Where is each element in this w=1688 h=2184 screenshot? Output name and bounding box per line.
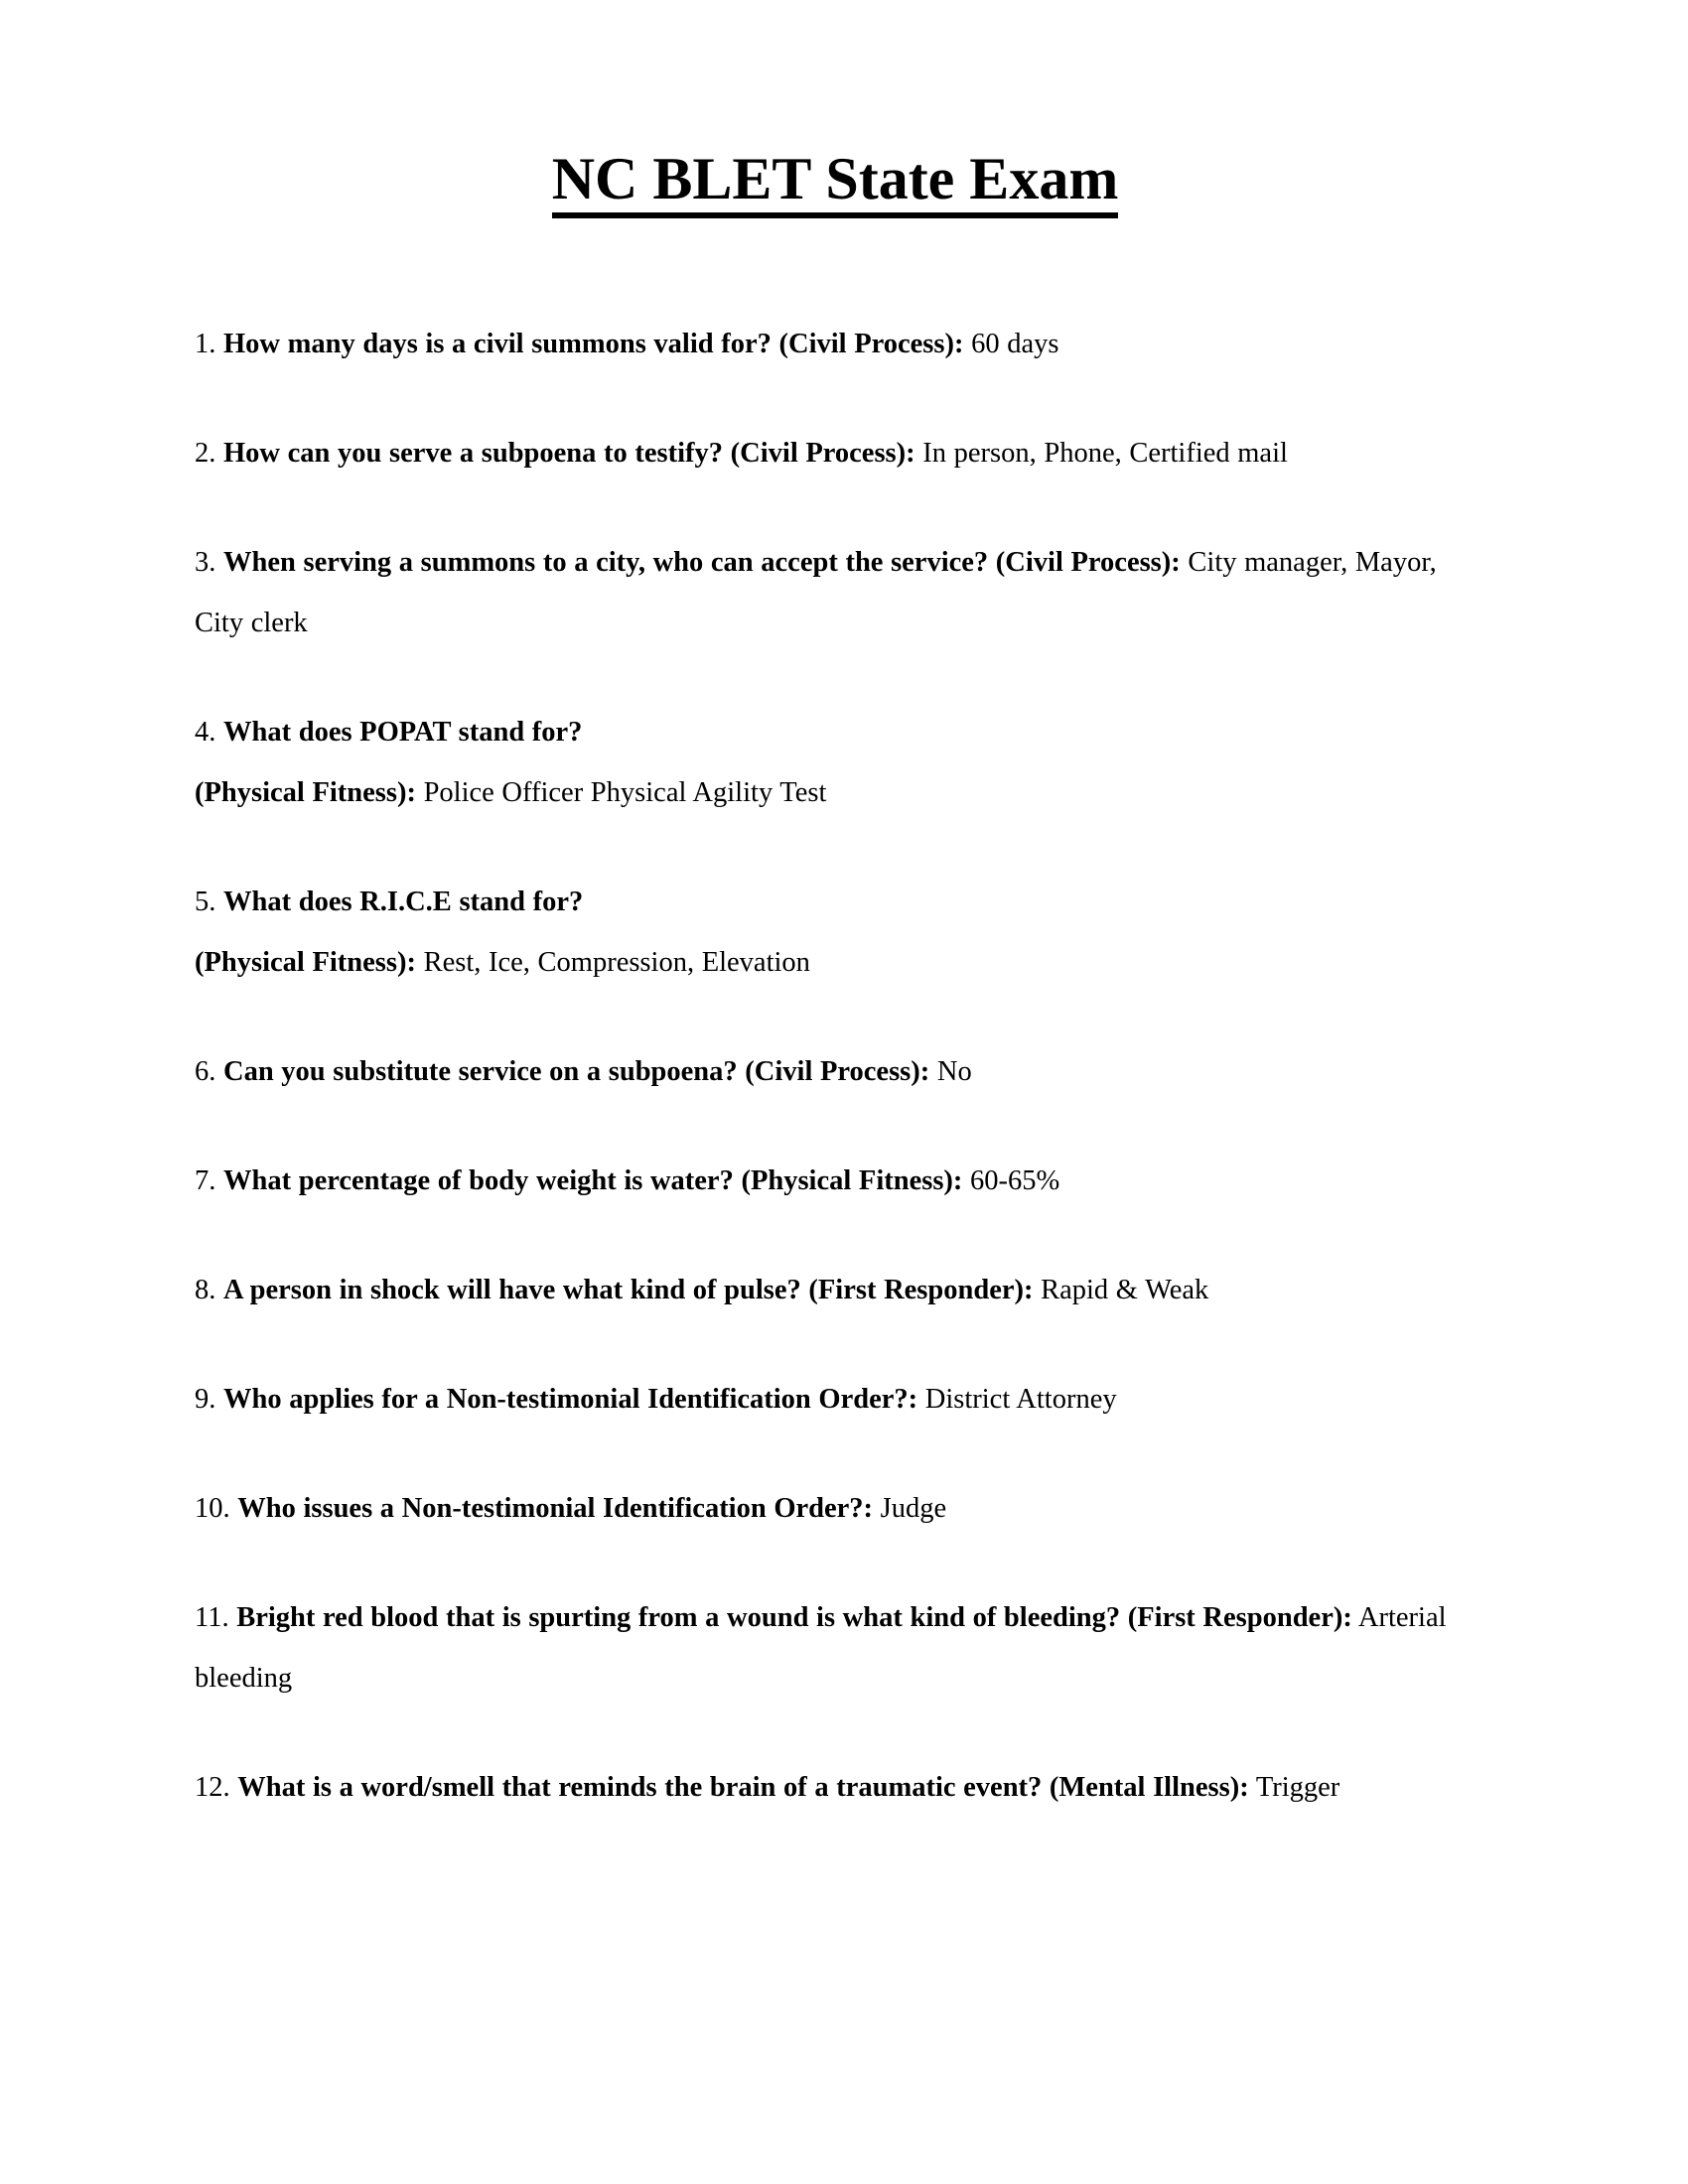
question-text: Who issues a Non-testimonial Identification Order?: [237, 1493, 874, 1524]
question-text: Can you substitute service on a subpoena? [223, 1056, 738, 1087]
question-text: A person in shock will have what kind of pulse? [223, 1275, 801, 1305]
question-text: How many days is a civil summons valid for? [223, 329, 772, 359]
question-number: 1. [195, 329, 216, 359]
document-content [195, 0, 1476, 1866]
answer-text: Arterial bleeding [195, 1602, 1447, 1694]
question-item [195, 423, 1476, 483]
question-item [195, 532, 1476, 653]
answer-text: 60 days [971, 329, 1059, 359]
answer-text: District Attorney [924, 1384, 1117, 1415]
question-item [195, 1757, 1476, 1818]
question-number: 10. [195, 1493, 230, 1524]
question-item [195, 1369, 1476, 1430]
question-text: When serving a summons to a city, who can accept the service? [223, 547, 989, 578]
answer-text: Judge [880, 1493, 947, 1524]
question-item [195, 1478, 1476, 1539]
question-category: (Civil Process): [995, 547, 1181, 578]
answer-text: Police Officer Physical Agility Test [423, 777, 827, 808]
answer-text: Rest, Ice, Compression, Elevation [423, 947, 810, 978]
question-text: What percentage of body weight is water? [223, 1165, 734, 1196]
question-item [195, 314, 1476, 374]
answer-text: City manager, Mayor, City clerk [195, 547, 1437, 638]
question-text: What does R.I.C.E stand for? [223, 887, 584, 917]
question-category: (Physical Fitness): [195, 777, 416, 808]
question-number: 6. [195, 1056, 216, 1087]
question-item [195, 1151, 1476, 1211]
question-text: Who applies for a Non-testimonial Identification Order?: [223, 1384, 918, 1415]
question-number: 7. [195, 1165, 216, 1196]
question-number: 3. [195, 547, 216, 578]
question-number: 4. [195, 717, 216, 748]
question-category: (First Responder): [1127, 1602, 1352, 1633]
question-number: 2. [195, 438, 216, 469]
question-text: What is a word/smell that reminds the brain of a traumatic event? [237, 1772, 1043, 1803]
answer-text: In person, Phone, Certified mail [922, 438, 1288, 469]
question-category: (Mental Illness): [1049, 1772, 1249, 1803]
question-item [195, 1587, 1476, 1708]
question-text: Bright red blood that is spurting from a wound is what kind of bleeding? [236, 1602, 1121, 1633]
question-text: What does POPAT stand for? [223, 717, 583, 748]
question-category: (Civil Process): [730, 438, 915, 469]
question-number: 8. [195, 1275, 216, 1305]
question-list [195, 218, 1476, 1818]
answer-text: 60-65% [970, 1165, 1060, 1196]
question-item [195, 1041, 1476, 1102]
answer-text: No [936, 1056, 972, 1087]
question-number: 9. [195, 1384, 216, 1415]
question-item [195, 872, 1476, 993]
answer-text: Trigger [1255, 1772, 1340, 1803]
question-category: (Civil Process): [745, 1056, 930, 1087]
answer-text: Rapid & Weak [1041, 1275, 1209, 1305]
question-item [195, 702, 1476, 823]
question-number: 5. [195, 887, 216, 917]
question-category: (First Responder): [808, 1275, 1034, 1305]
question-text: How can you serve a subpoena to testify? [223, 438, 724, 469]
question-category: (Physical Fitness): [741, 1165, 963, 1196]
question-number: 11. [195, 1602, 229, 1633]
question-category: (Physical Fitness): [195, 947, 416, 978]
question-item [195, 1260, 1476, 1320]
page-title [195, 0, 1476, 218]
page-title-text: NC BLET State Exam [552, 149, 1119, 218]
question-category: (Civil Process): [778, 329, 964, 359]
question-number: 12. [195, 1772, 230, 1803]
